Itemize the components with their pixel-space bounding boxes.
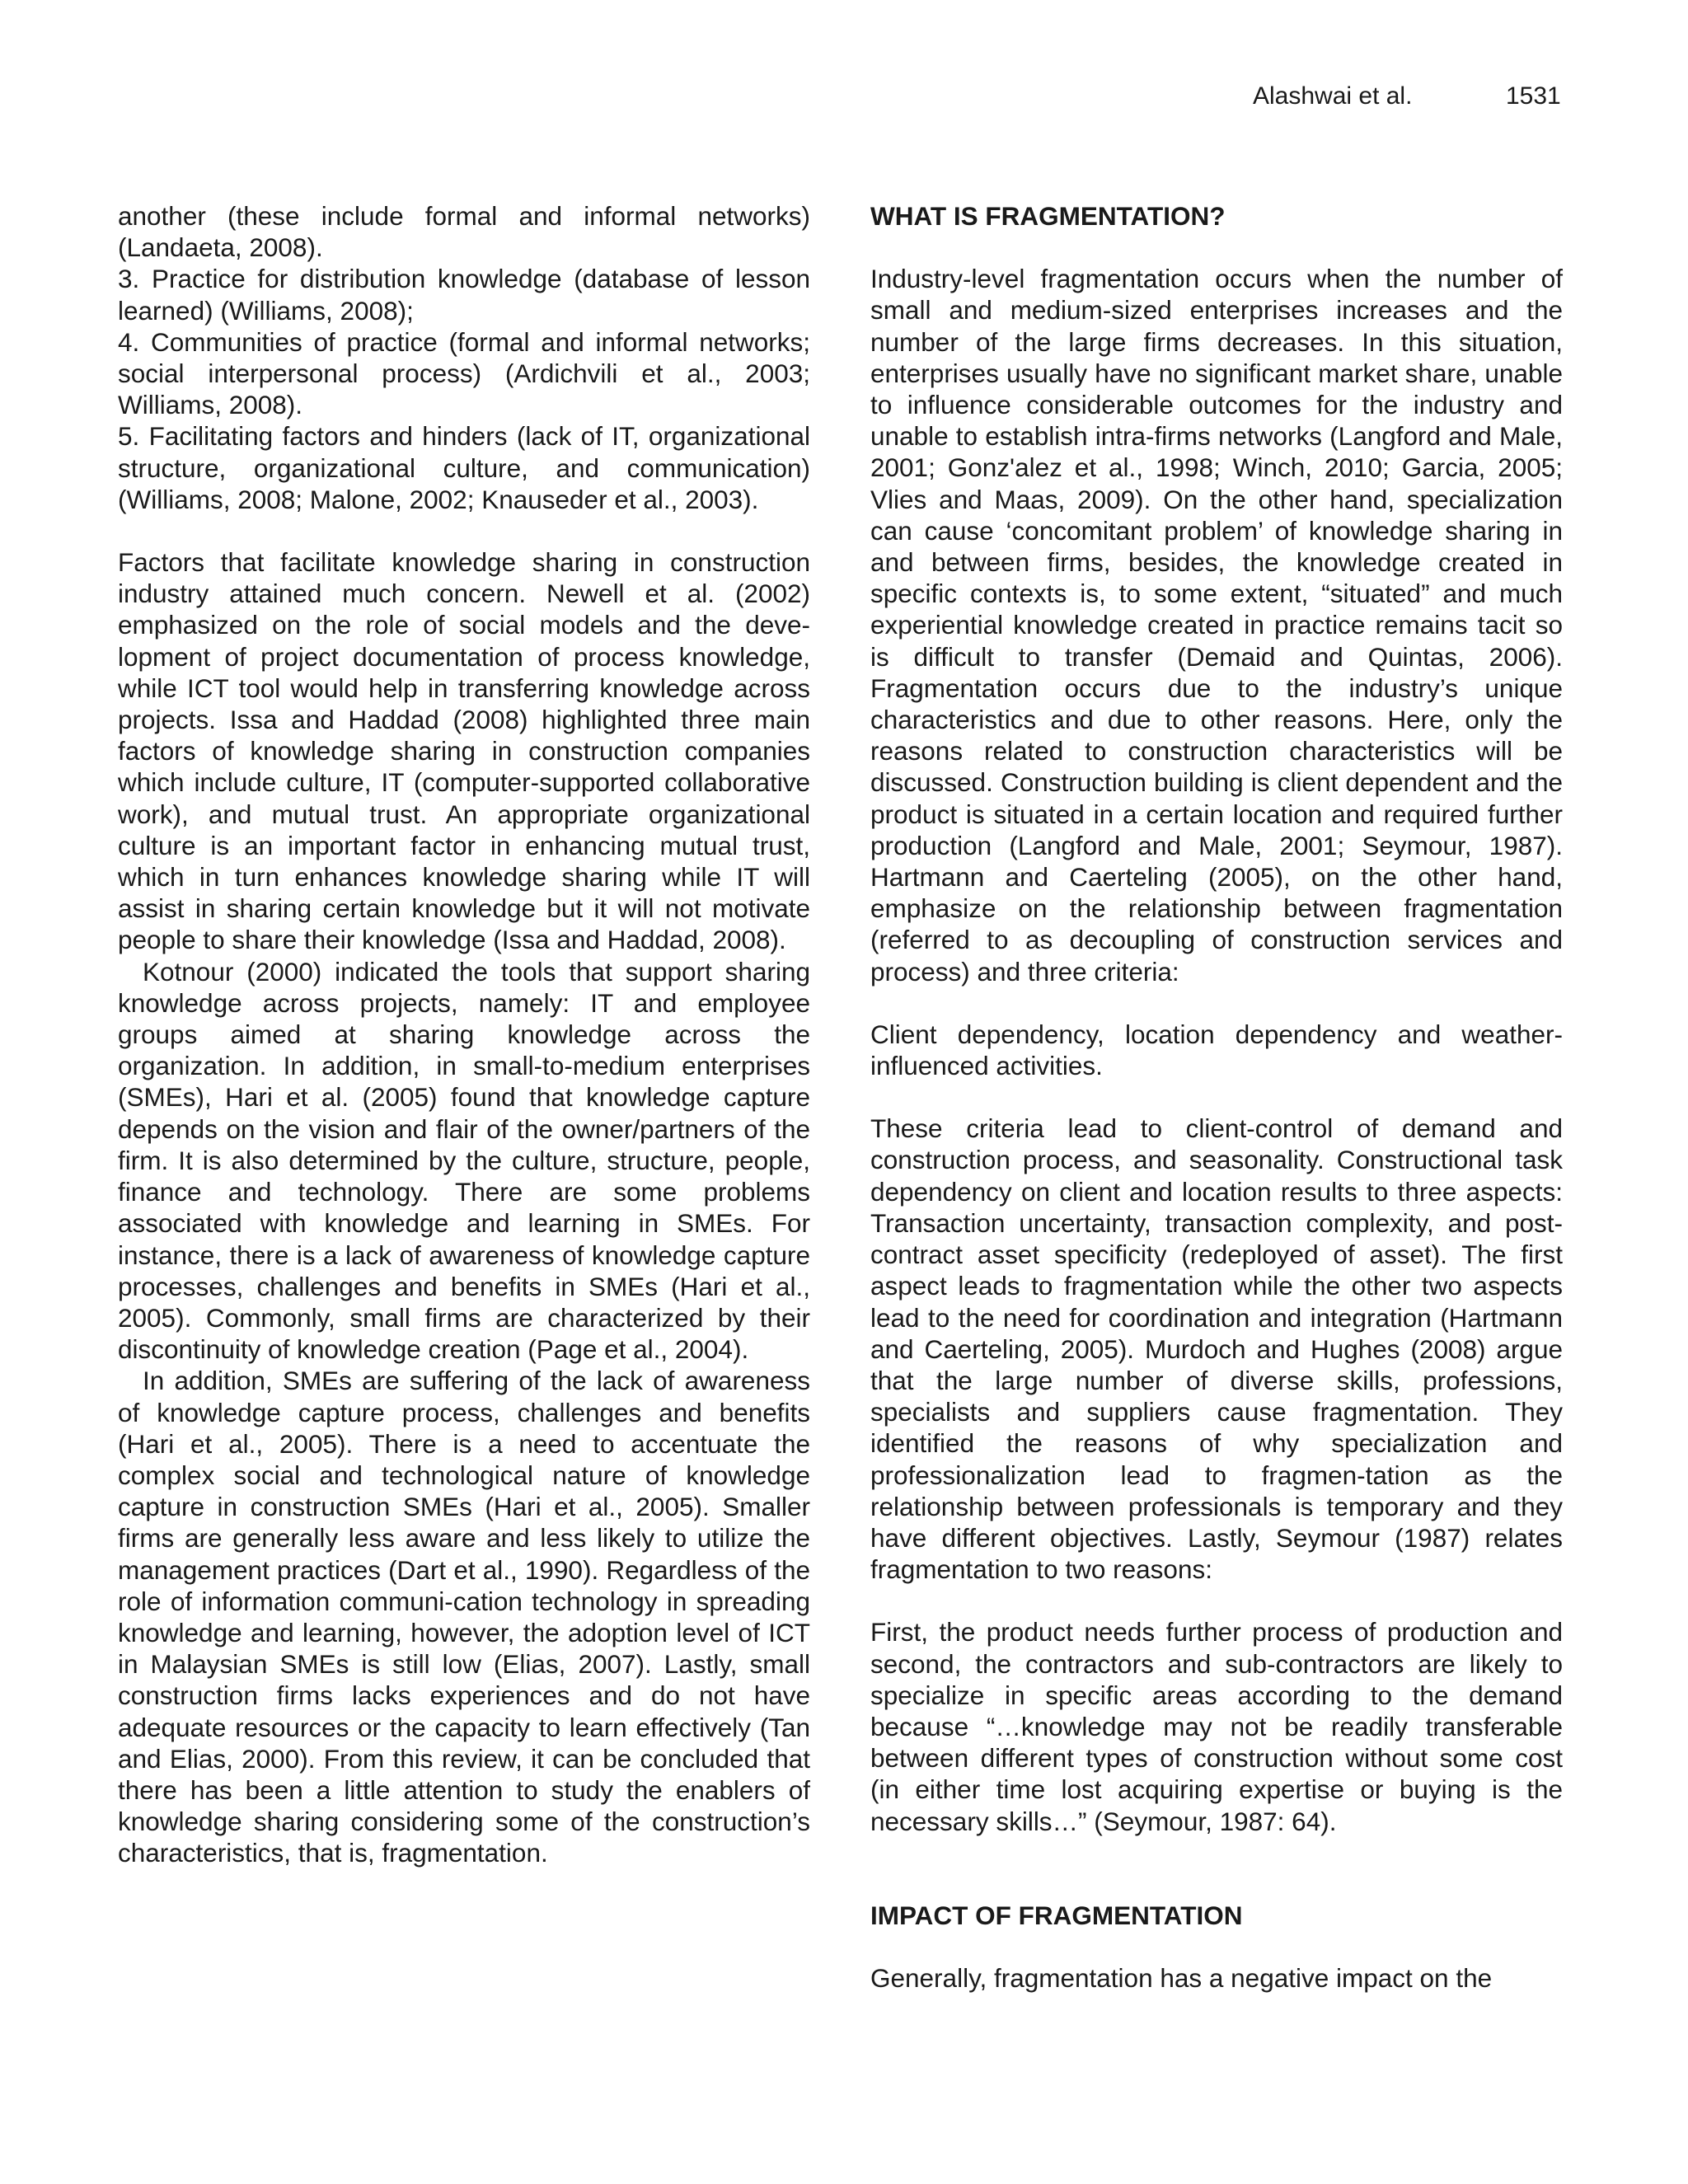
left-paragraph-1: another (these include formal and informal networks) (Landaeta, 2008). <box>118 201 810 263</box>
right-paragraph-4: First, the product needs further process of production and second, the contractors and sub-contractors are likely to specialize in specific areas according to the demand because “…knowledge may not be readily transferable between different types of construction without some cost (in either time lost acquiring expertise or buying is the necessary skills…” (Seymour, 1987: 64). <box>870 1617 1563 1836</box>
running-head: Alashwai et al. <box>1253 82 1413 110</box>
right-paragraph-2: Client dependency, location dependency and weather-influenced activities. <box>870 1019 1563 1081</box>
right-column <box>870 200 1563 1994</box>
page-number: 1531 <box>1506 82 1561 110</box>
right-paragraph-1: Industry-level fragmentation occurs when the number of small and medium-sized enterprises increases and the number of the large firms decreases. In this situation, enterprises usually have no significant market share, unable to influence considerable outcomes for the industry and unable to establish intra-firms networks (Langford and Male, 2001; Gonz'alez et al., 1998; Winch, 2010; Garcia, 2005; Vlies and Maas, 2009). On the other hand, specialization can cause ‘concomitant problem’ of knowledge sharing in and between firms, besides, the knowledge created in specific contexts is, to some extent, “situated” and much experiential knowledge created in practice remains tacit so is difficult to transfer (Demaid and Quintas, 2006). Fragmentation occurs due to the industry’s unique characteristics and due to other reasons. Here, only the reasons related to construction characteristics will be discussed. Construction building is client dependent and the product is situated in a certain location and required further production (Langford and Male, 2001; Seymour, 1987). Hartmann and Caerteling (2005), on the other hand, emphasize on the relationship between fragmentation (referred to as decoupling of construction services and process) and three criteria: <box>870 264 1563 987</box>
left-column <box>118 200 810 1869</box>
left-paragraph-3: Kotnour (2000) indicated the tools that support sharing knowledge across projects, namely: IT and employee groups aimed at sharing knowledge across the organization. In addition, in small-to-medium enterprises (SMEs), Hari et al. (2005) found that knowledge capture depends on the vision and flair of the owner/partners of the firm. It is also determined by the culture, structure, people, finance and technology. There are some problems associated with knowledge and learning in SMEs. For instance, there is a lack of awareness of knowledge capture processes, challenges and benefits in SMEs (Hari et al., 2005). Commonly, small firms are characterized by their discontinuity of knowledge creation (Page et al., 2004). <box>118 956 810 1365</box>
left-paragraph-4: In addition, SMEs are suffering of the lack of awareness of knowledge capture process, challenges and benefits (Hari et al., 2005). There is a need to accentuate the complex social and technological nature of knowledge capture in construction SMEs (Hari et al., 2005). Smaller firms are generally less aware and less likely to utilize the management practices (Dart et al., 1990). Regardless of the role of information communi-cation technology in spreading knowledge and learning, however, the adoption level of ICT in Malaysian SMEs is still low (Elias, 2007). Lastly, small construction firms lacks experiences and do not have adequate resources or the capacity to learn effectively (Tan and Elias, 2000). From this review, it can be concluded that there has been a little attention to study the enablers of knowledge sharing considering some of the construction’s characteristics, that is, fragmentation. <box>118 1366 810 1868</box>
section-heading-what-is-fragmentation: WHAT IS FRAGMENTATION? <box>870 201 1226 231</box>
section-heading-impact-of-fragmentation: IMPACT OF FRAGMENTATION <box>870 1900 1243 1930</box>
list-item-5: 5. Facilitating factors and hinders (lack of IT, organizational structure, organizational culture, and communication) (Williams, 2008; Malone, 2002; Knauseder et al., 2003). <box>118 421 810 514</box>
right-paragraph-5: Generally, fragmentation has a negative impact on the <box>870 1962 1493 1993</box>
list-item-4: 4. Communities of practice (formal and informal networks; social interpersonal process) (Ardichvili et al., 2003; Williams, 2008). <box>118 326 810 420</box>
page-header <box>0 77 1688 115</box>
right-paragraph-3: These criteria lead to client-control of demand and construction process, and seasonality. Constructional task dependency on client and location results to three aspects: Transaction uncertainty, transaction complexity, and post-contract asset specificity (redeployed of asset). The first aspect leads to fragmentation while the other two aspects lead to the need for coordination and integration (Hartmann and Caerteling, 2005). Murdoch and Hughes (2008) argue that the large number of diverse skills, professions, specialists and suppliers cause fragmentation. They identified the reasons of why specialization and professionalization lead to fragmen-tation as the relationship between professionals is temporary and they have different objectives. Lastly, Seymour (1987) relates fragmentation to two reasons: <box>870 1113 1563 1585</box>
list-item-3: 3. Practice for distribution knowledge (database of lesson learned) (Williams, 2008); <box>118 264 810 326</box>
left-paragraph-2: Factors that facilitate knowledge sharing in construction industry attained much concern. Newell et al. (2002) emphasized on the role of social models and the deve-lopment of project documentation of process knowledge, while ICT tool would help in transferring knowledge across projects. Issa and Haddad (2008) highlighted three main factors of knowledge sharing in construction companies which include culture, IT (computer-supported collaborative work), and mutual trust. An appropriate organizational culture is an important factor in enhancing mutual trust, which in turn enhances knowledge sharing while IT will assist in sharing certain knowledge but it will not motivate people to share their knowledge (Issa and Haddad, 2008). <box>118 547 810 955</box>
